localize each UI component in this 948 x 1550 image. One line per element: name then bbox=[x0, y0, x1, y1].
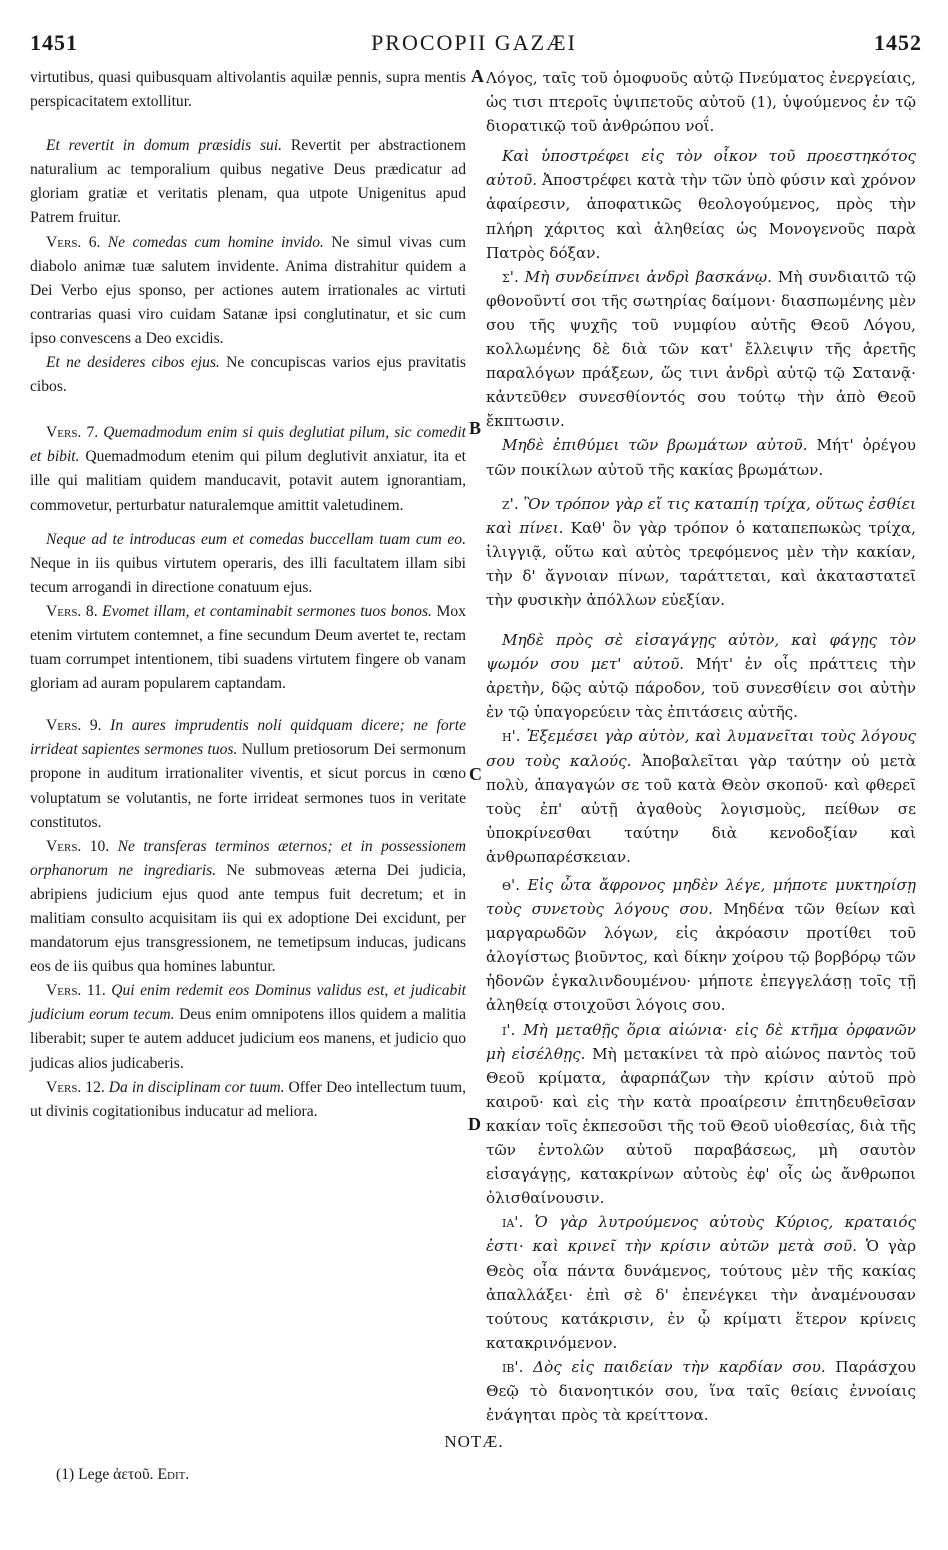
verse-number: ι'. bbox=[502, 1020, 516, 1039]
commentary-text: Ὁ γὰρ Θεὸς οἷα πάντα δυνάμενος, τούτους μὲν τῆς κακίας ἀπαλλάξει· ἐπὶ σὲ δ' ἐπενέγκει τὴν ἀναμένουσαν τούτους κατάκρισιν, ἐν ᾧ κρίματι ἕτερον κρίνεις κατακρινόμενον. bbox=[486, 1237, 916, 1352]
right-page-number: 1452 bbox=[874, 30, 922, 55]
lemma: Quemadmodum enim si quis deglutiat pilum, sic comedit et bibit. bbox=[30, 424, 466, 466]
greek-paragraph bbox=[486, 1018, 916, 1211]
commentary-text: Ἀποστρέφει κατὰ τὴν τῶν ὑπὸ φύσιν καὶ χρόνον ἀφαίρεσιν, ἀποφατικῶς θεολογούμενος, πρὸς τὴν πλήρη χάριτος καὶ ἀληθείας ὡς Μονογενοῦς παρὰ Πατρὸς δόξαν. bbox=[486, 171, 916, 262]
latin-paragraph bbox=[30, 66, 466, 114]
verse-number: Vers. 6. bbox=[46, 233, 101, 251]
footnote-number: (1) bbox=[56, 1466, 75, 1483]
lemma: Ne comedas cum homine invido. bbox=[100, 233, 324, 251]
latin-paragraph bbox=[30, 134, 466, 230]
footnote-text: Lege ἀετοῦ. bbox=[78, 1466, 154, 1483]
margin-letter-d: D bbox=[468, 1114, 481, 1134]
latin-paragraph bbox=[30, 835, 466, 980]
commentary-text: Μὴ μετακίνει τὰ πρὸ αἰώνος παντὸς τοῦ Θεοῦ κρίματα, ἀφαρπάζων τὴν κρίσιν αὐτοῦ πρὸ καιροῦ· καὶ εἰς τὴν κατὰ προαίρεσιν ἐπιτηδευθεῖσαν κακίαν τοῖς ἐκπεσοῦσι τῆς τοῦ Θεοῦ υἱοθεσίας, διὰ τῆς τῶν ἐντολῶν αὐτοῦ παραβάσεως, μὴ σαυτὸν εἰσαγάγῃς, κατακρίνων αὐτοὺς ἐφ' οἷς ὡς ἄνθρωποι ὀλισθαίνουσιν. bbox=[486, 1044, 917, 1208]
commentary-text: virtutibus, quasi quibusquam altivolantis aquilæ pennis, supra mentis perspicacitatem extollitur. bbox=[30, 69, 466, 111]
latin-paragraph bbox=[30, 714, 466, 834]
latin-paragraph bbox=[30, 979, 466, 1075]
commentary-text: Μήτ' ἐν οἷς πράττεις τὴν ἀρετὴν, δῷς αὐτῷ πάροδον, τοῦ συνεσθίειν σοι αὐτὴν ἐν τῷ ὑπαγορεύειν τὰς ἐπιτάσεις αὐτῆς. bbox=[486, 655, 916, 722]
verse-number: Vers. 7. bbox=[46, 424, 99, 442]
latin-paragraph bbox=[30, 231, 466, 351]
commentary-text: Offer Deo intellectum tuum, ut divinis cogitationibus inducatur ad meliora. bbox=[30, 1078, 466, 1120]
lemma: Μηδὲ πρὸς σὲ εἰσαγάγῃς αὐτὸν, καὶ φάγῃς τὸν ψωμόν σου μετ' αὐτοῦ. bbox=[486, 631, 916, 674]
latin-paragraph bbox=[30, 1076, 466, 1124]
latin-paragraph bbox=[30, 421, 466, 517]
lemma: Et ne desideres cibos ejus. bbox=[46, 354, 220, 372]
commentary-text: Nullum pretiosorum Dei sermonum propone in auditum irrationaliter viventis, et sicut porcus in cœno voluptatum se volutantis, ne forte irrideat sermones tuos in veritate constitutos. bbox=[30, 741, 466, 831]
verse-number: Vers. 9. bbox=[46, 717, 102, 735]
greek-paragraph bbox=[486, 265, 916, 434]
commentary-text: Μηδένα τῶν θείων καὶ μαργαρωδῶν λόγων, εἰς ἀκρόασιν προτίθει τοῦ ἀλογίστως βιοῦντος, καὶ δίκην χοίρου τῷ βορβόρῳ τῶν ἡδονῶν ἐγκαλινδουμένου· μήποτε ἐπεγγελάσῃ τοῖς τῇ ἀληθείᾳ στοιχοῦσι λόγοις σου. bbox=[486, 900, 916, 1015]
lemma: Neque ad te introducas eum et comedas buccellam tuam cum eo. bbox=[46, 530, 466, 548]
lemma: Μηδὲ ἐπιθύμει τῶν βρωμάτων αὐτοῦ. bbox=[502, 436, 808, 455]
commentary-text: Quemadmodum etenim qui pilum deglutivit anxiatur, ita et ille qui malitiam quidem manducavit, potavit autem ignorantiam, commovetur, perturbatur naturalemque amittit valetudinem. bbox=[30, 448, 466, 514]
greek-paragraph bbox=[486, 66, 916, 138]
commentary-text: Μήτ' ὀρέγου τῶν ποικίλων αὐτοῦ τῆς κακίας βρωμάτων. bbox=[486, 436, 917, 479]
commentary-text: Mox etenim virtutem contemnet, a fine secundum Deum avertet te, rectam tuam corrumpet intentionem, tibi suadens virtutem fingere ob vanam gloriam ad auram popularem captandam. bbox=[30, 602, 466, 693]
verse-number: Vers. 10. bbox=[46, 837, 110, 855]
commentary-text: Neque in iis quibus virtutem operaris, des illi facultatem illam sibi tecum arrogandi in directione conatuum ejus. bbox=[30, 554, 466, 596]
latin-paragraph bbox=[30, 600, 466, 696]
left-page-number: 1451 bbox=[30, 30, 78, 55]
verse-number: ιβ'. bbox=[502, 1357, 524, 1376]
lemma: Ne transferas terminos æternos; et in possessionem orphanorum ne ingrediaris. bbox=[30, 837, 466, 879]
margin-letter-c: C bbox=[469, 764, 482, 784]
lemma: Qui enim redemit eos Dominus validus est, et judicabit judicium eorum tecum. bbox=[30, 982, 466, 1024]
commentary-text: Ne submoveas æterna Dei judicia, abripiens judicium ejus quod ante tempus fuit decretum; et in malitiam consulto acquisitam iis qui ex adoptione Dei excidunt, per mandatorum ejus transgressionem, ne temetipsum inducas, judicans eos de iis quibus qua homines labuntur. bbox=[30, 861, 466, 976]
commentary-text: Revertit per abstractionem naturalium ac temporalium quibus negative Deus prædicatur ad gloriam gratiæ et veritatis plenam, qua utpote Unigenitus apud Patrem fruitur. bbox=[30, 137, 466, 227]
latin-column bbox=[30, 66, 466, 1124]
greek-paragraph bbox=[486, 433, 916, 481]
footnote-edit: Edit. bbox=[157, 1466, 190, 1483]
margin-letter-a: A bbox=[471, 66, 484, 86]
lemma: Evomet illam, et contaminabit sermones tuos bonos. bbox=[97, 602, 432, 620]
verse-number: θ'. bbox=[502, 876, 521, 894]
lemma: Εἰς ὦτα ἄφρονος μηδὲν λέγε, μήποτε μυκτηρίσῃ τοὺς συνετοὺς λόγους σου. bbox=[486, 876, 916, 919]
verse-number: ζ'. bbox=[502, 494, 519, 513]
greek-paragraph bbox=[486, 628, 916, 724]
greek-paragraph bbox=[486, 1210, 916, 1355]
greek-paragraph bbox=[486, 873, 916, 1018]
commentary-text: Μὴ συνδιαιτῶ τῷ φθονοῦντί σοι τῆς σωτηρίας δαίμονι· διασπωμένης μὲν σου τῆς ψυχῆς τοῦ νυμφίου αὐτῆς Θεοῦ Λόγου, κολλωμένης δὲ διὰ τῶν κατ' ἔλλειψιν τῆς ἀρετῆς παραλόγων πράξεων, ὥς τινι ἀνδρὶ αὐτῷ τῷ Σατανᾷ· κἀντεῦθεν συνεσθίοντός σου τούτῳ τὴν ἀπὸ Θεοῦ ἔκπτωσιν. bbox=[486, 267, 916, 431]
commentary-text: Λόγος, ταῖς τοῦ ὁμοφυοῦς αὐτῷ Πνεύματος ἐνεργείαις, ὡς τισι πτεροῖς ὑψιπετοῦς αὐτοῦ (1), ὑψούμενος ἐν τῷ διορατικῷ τοῦ ἀνθρώπου νοΐ. bbox=[486, 69, 916, 136]
lemma: Μὴ συνδείπνει ἀνδρὶ βασκάνῳ. bbox=[518, 267, 772, 286]
commentary-text: Deus enim omnipotens illos quidem a malitia liberabit; super te autem adducet judicium eos manens, et judicio quo judicas alios judicaberis. bbox=[30, 1006, 467, 1072]
latin-paragraph bbox=[30, 351, 466, 399]
latin-paragraph bbox=[30, 528, 466, 600]
verse-number: η'. bbox=[502, 727, 521, 746]
verse-number: Vers. 12. bbox=[46, 1078, 105, 1096]
verse-number: ς'. bbox=[502, 267, 519, 286]
greek-paragraph bbox=[486, 1355, 916, 1427]
greek-paragraph bbox=[486, 492, 916, 612]
lemma: Da in disciplinam cor tuum. bbox=[104, 1078, 285, 1096]
greek-paragraph bbox=[486, 724, 916, 869]
commentary-text: Καθ' ὃν γὰρ τρόπον ὁ καταπεπωκὼς τρίχα, ἰλιγγιᾷ, οὕτω καὶ αὐτὸς τρεφόμενος μὲν τὴν κακίαν, τὴν δ' ἄγνοιαν πίνων, ταράττεται, καὶ ἀκαταστατεῖ τὴν φυσικὴν ἀπόλλων εὐεξίαν. bbox=[486, 518, 917, 609]
commentary-text: Ne simul vivas cum diabolo animæ tuæ salutem invidente. Anima distrahitur quidem a Dei Verbo ejus sponso, per actiones autem irrationales ac virtuti contrarias quasi viro cuidam Satanæ ipsi conglutinatur, et sic cum ipso convescens a Deo excidis. bbox=[30, 233, 466, 347]
verse-number: Vers. 8. bbox=[46, 602, 98, 620]
commentary-text: Ἀποβαλεῖται γὰρ ταύτην οὐ μετὰ πολὺ, ἀπαγαγών σε τοῦ κατὰ Θεὸν σκοποῦ· καὶ φθερεῖ τοὺς ἐπ' αὐτῇ ἀγαθοὺς λογισμοὺς, πείθων σε ὑποκρίνεσθαι ταύτην διὰ κενοδοξίαν καὶ ἀνθρωπαρέσκειαν. bbox=[486, 751, 916, 866]
lemma: Δὸς εἰς παιδείαν τὴν καρδίαν σου. bbox=[523, 1357, 826, 1376]
margin-letter-b: B bbox=[469, 418, 482, 438]
running-title: PROCOPII GAZÆI bbox=[371, 30, 577, 55]
lemma: Ὁ γὰρ λυτρούμενος αὐτοὺς Κύριος, κραταιός ἐστι· καὶ κρινεῖ τὴν κρίσιν αὐτῶν μετὰ σοῦ. bbox=[486, 1213, 916, 1256]
lemma: Ἐξεμέσει γὰρ αὐτὸν, καὶ λυμανεῖται τοὺς λόγους σου τοὺς καλούς. bbox=[486, 727, 916, 770]
lemma: Καὶ ὑποστρέφει εἰς τὸν οἶκον τοῦ προεστηκότος αὐτοῦ. bbox=[486, 147, 916, 190]
lemma: Et revertit in domum præsidis sui. bbox=[46, 137, 283, 155]
lemma: In aures imprudentis noli quidquam dicere; ne forte irrideat sapientes sermones tuos. bbox=[30, 717, 466, 759]
commentary-text: Ne concupiscas varios ejus pravitatis cibos. bbox=[30, 354, 466, 396]
footnote bbox=[56, 1466, 189, 1484]
greek-paragraph bbox=[486, 144, 916, 264]
commentary-text: Παράσχου Θεῷ τὸ διανοητικόν σου, ἵνα ταῖς θείαις ἐννοίαις ἐνάγηται πρὸς τὰ κρείττονα. bbox=[486, 1357, 916, 1425]
verse-number: ια'. bbox=[502, 1213, 524, 1232]
verse-number: Vers. 11. bbox=[46, 982, 106, 1000]
lemma: Ὃν τρόπον γὰρ εἴ τις καταπίῃ τρίχα, οὕτως ἐσθίει καὶ πίνει. bbox=[486, 494, 916, 537]
greek-column bbox=[486, 66, 916, 1427]
notes-heading: NOTÆ. bbox=[444, 1432, 504, 1451]
lemma: Μὴ μεταθῇς ὅρια αἰώνια· εἰς δὲ κτῆμα ὀρφανῶν μὴ εἰσέλθῃς. bbox=[486, 1020, 916, 1063]
